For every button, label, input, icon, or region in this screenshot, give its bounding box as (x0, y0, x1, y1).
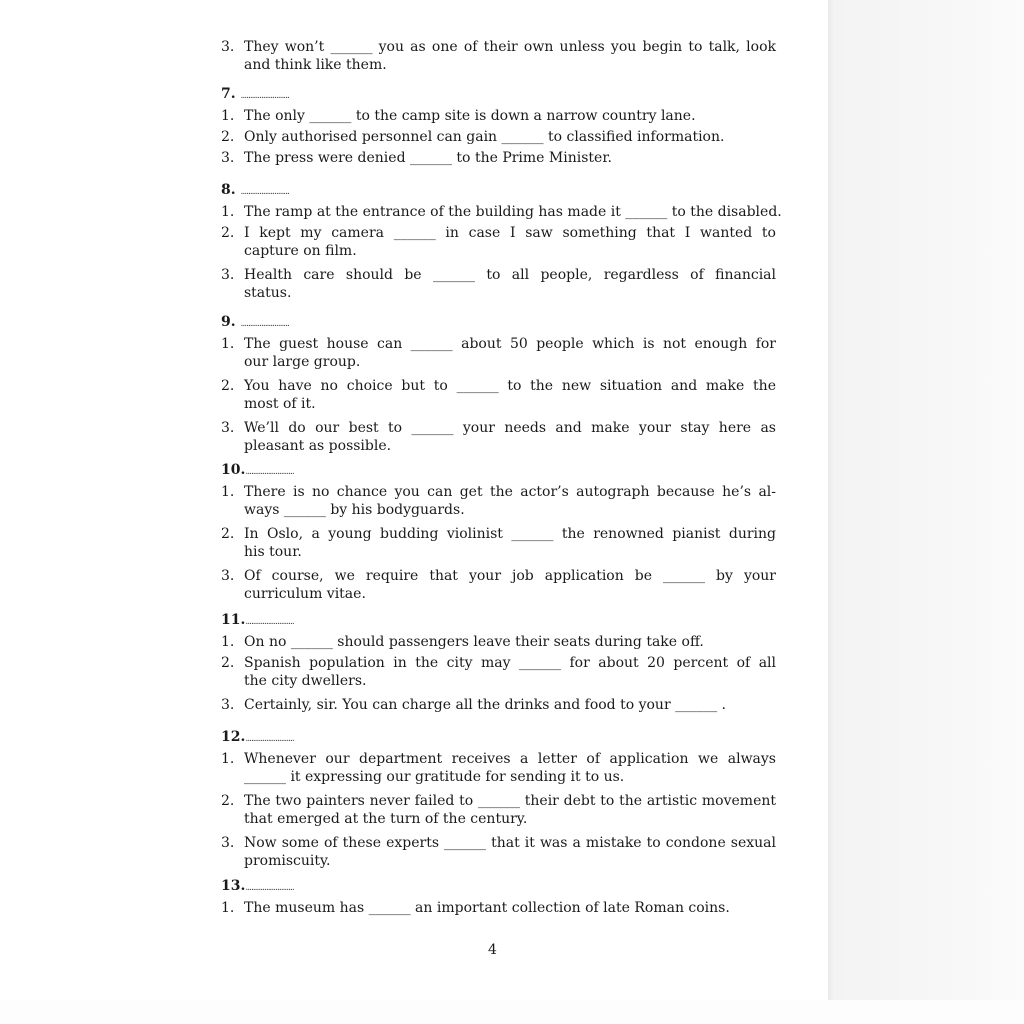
sentence-line: status. (244, 284, 292, 301)
sentence-line: most of it. (244, 395, 316, 412)
exercise-heading (221, 878, 294, 897)
item-number: 2. (221, 225, 235, 241)
sentence-line: Health care should be ______ to all people, regardless of financial (244, 267, 776, 283)
item-number: 3. (221, 568, 235, 584)
sentence-line: curriculum vitae. (244, 585, 366, 602)
exercise-number: 7. (221, 86, 236, 102)
sentence-line: I kept my camera ______ in case I saw something that I wanted to (244, 225, 776, 241)
answer-dotted-line: .......................... (245, 467, 294, 477)
sentence-line: pleasant as possible. (244, 437, 392, 454)
exercise-number: 10. (221, 462, 246, 478)
item-number: 2. (221, 526, 235, 542)
answer-dotted-line: .......................... (240, 91, 289, 101)
item-number: 1. (221, 336, 235, 352)
page-bottom-edge (0, 1000, 1024, 1024)
item-number: 3. (221, 267, 235, 283)
sentence-line: The press were denied ______ to the Prime Minister. (244, 150, 612, 166)
exercise-heading (221, 182, 289, 201)
answer-dotted-line: .......................... (240, 319, 289, 329)
page-number: 4 (488, 942, 497, 958)
exercise-heading (221, 612, 294, 631)
exercise-number: 9. (221, 314, 236, 330)
sentence-line: In Oslo, a young budding violinist ______ the renowned pianist during (244, 526, 776, 542)
sentence-line: the city dwellers. (244, 672, 367, 689)
sentence-line: Now some of these experts ______ that it was a mistake to condone sexual (244, 835, 776, 851)
item-number: 2. (221, 378, 235, 394)
item-number: 3. (221, 697, 235, 713)
sentence-line: You have no choice but to ______ to the new situation and make the (244, 378, 776, 394)
sentence-line: There is no chance you can get the actor’s autograph because he’s al- (244, 484, 776, 500)
sentence-line: that emerged at the turn of the century. (244, 810, 528, 827)
item-number: 2. (221, 793, 235, 809)
sentence-line: ______ it expressing our gratitude for sending it to us. (244, 768, 625, 785)
item-number: 1. (221, 108, 235, 124)
sentence-line: Whenever our department receives a letter of application we always (244, 751, 776, 767)
exercise-number: 12. (221, 729, 246, 745)
exercise-number: 8. (221, 182, 236, 198)
item-number: 3. (221, 835, 235, 851)
sentence-line: his tour. (244, 543, 302, 560)
page-edge-shadow (828, 0, 1024, 1024)
sentence-line: our large group. (244, 353, 361, 370)
sentence-line: and think like them. (244, 56, 387, 73)
item-number: 1. (221, 900, 235, 916)
exercise-number: 13. (221, 878, 246, 894)
answer-dotted-line: .......................... (240, 187, 289, 197)
sentence-line: Spanish population in the city may ______ for about 20 percent of all (244, 655, 776, 671)
answer-dotted-line: .......................... (245, 883, 294, 893)
exercise-heading (221, 314, 289, 333)
item-number: 3. (221, 150, 235, 166)
sentence-line: Of course, we require that your job application be ______ by your (244, 568, 776, 584)
item-number: 2. (221, 655, 235, 671)
exercise-heading (221, 729, 294, 748)
sentence-line: The museum has ______ an important collection of late Roman coins. (244, 900, 730, 916)
exercise-number: 11. (221, 612, 246, 628)
sentence-line: Only authorised personnel can gain ______ to classified information. (244, 129, 725, 145)
sentence-line: The two painters never failed to ______ their debt to the artistic movement (244, 793, 776, 809)
item-number: 1. (221, 484, 235, 500)
sentence-line: capture on film. (244, 242, 357, 259)
sentence-line: promiscuity. (244, 852, 331, 869)
sentence-line: They won’t ______ you as one of their own unless you begin to talk, look (244, 39, 776, 55)
item-number: 3. (221, 39, 235, 55)
sentence-line: We’ll do our best to ______ your needs and make your stay here as (244, 420, 776, 436)
item-number: 3. (221, 420, 235, 436)
sentence-line: ways ______ by his bodyguards. (244, 501, 465, 518)
sentence-line: On no ______ should passengers leave their seats during take off. (244, 634, 704, 650)
sentence-line: The guest house can ______ about 50 people which is not enough for (244, 336, 776, 352)
exercise-heading (221, 86, 289, 105)
item-number: 1. (221, 204, 235, 220)
item-number: 2. (221, 129, 235, 145)
item-number: 1. (221, 634, 235, 650)
item-number: 1. (221, 751, 235, 767)
sentence-line: The only ______ to the camp site is down a narrow country lane. (244, 108, 696, 124)
answer-dotted-line: .......................... (245, 617, 294, 627)
sentence-line: The ramp at the entrance of the building has made it ______ to the disabled. (244, 204, 782, 220)
exercise-heading (221, 462, 294, 481)
sentence-line: Certainly, sir. You can charge all the drinks and food to your ______ . (244, 697, 726, 713)
answer-dotted-line: .......................... (245, 734, 294, 744)
